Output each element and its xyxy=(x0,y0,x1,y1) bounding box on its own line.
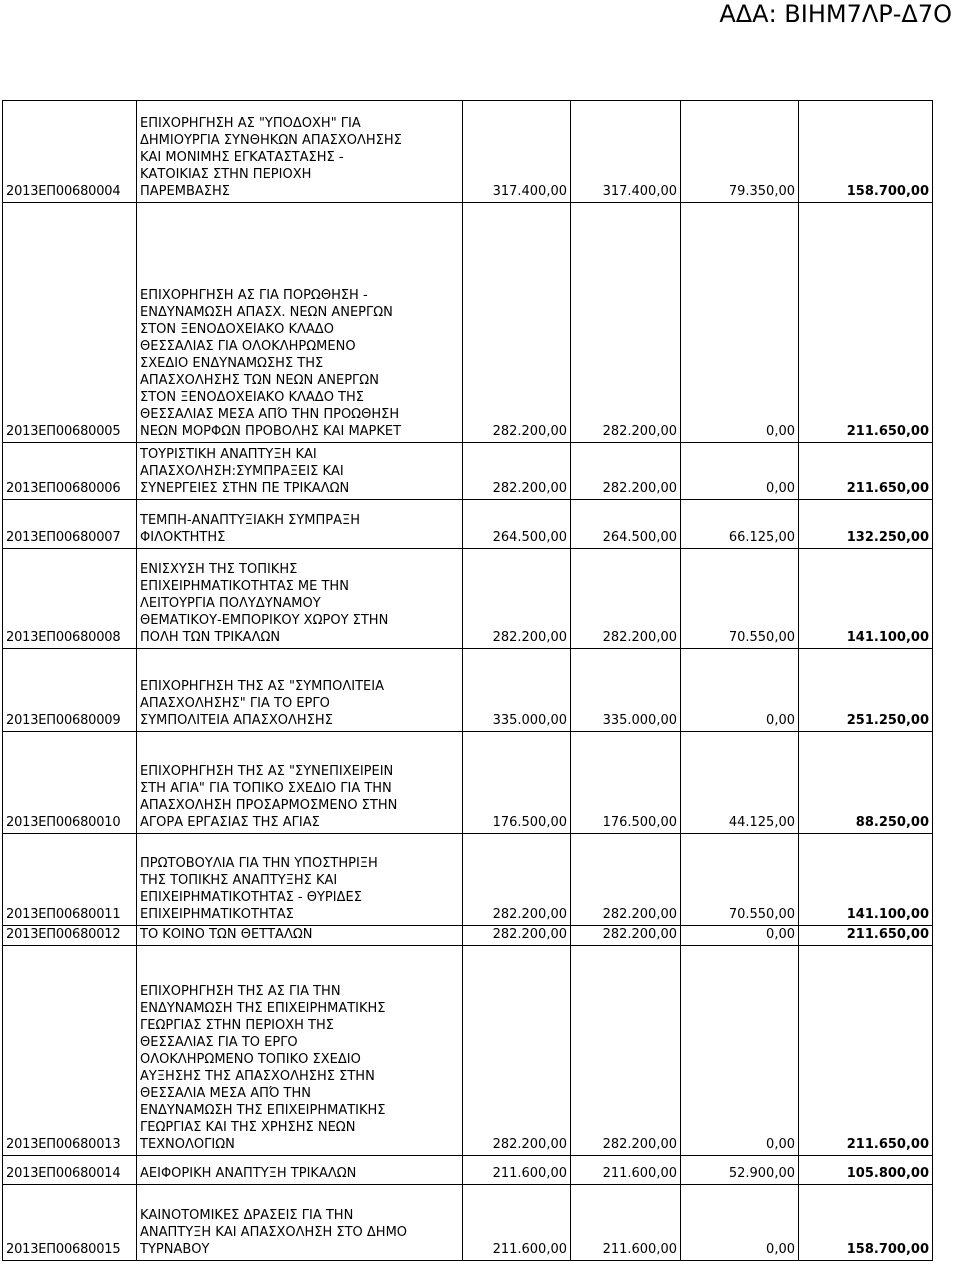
description-line: ΣΤΟΝ ΞΕΝΟΔΟΧΕΙΑΚΟ ΚΛΑΔΟ ΤΗΣ xyxy=(140,390,364,405)
description-line: ΑΠΑΣΧΟΛΗΣΗΣ" ΓΙΑ ΤΟ ΕΡΓΟ xyxy=(140,696,330,711)
description-line: ΣΧΕΔΙΟ ΕΝΔΥΝΑΜΩΣΗΣ ΤΗΣ xyxy=(140,356,324,371)
description-line: ΚΑΙΝΟΤΟΜΙΚΕΣ ΔΡΑΣΕΙΣ ΓΙΑ ΤΗΝ xyxy=(140,1208,354,1223)
description-line: ΑΠΑΣΧΟΛΗΣΗ ΠΡΟΣΑΡΜΟΣΜΕΝΟ ΣΤΗΝ xyxy=(140,798,398,813)
approved-amount-cell: 282.200,00 xyxy=(571,834,681,926)
description-line: ΓΕΩΡΓΙΑΣ ΚΑΙ ΤΗΣ ΧΡΗΣΗΣ ΝΕΩΝ xyxy=(140,1120,356,1135)
description-line: ΑΝΑΠΤΥΞΗ ΚΑΙ ΑΠΑΣΧΟΛΗΣΗ ΣΤΟ ΔΗΜΟ xyxy=(140,1225,408,1240)
description-line: ΤΥΡΝΑΒΟΥ xyxy=(140,1242,210,1257)
project-code-cell: 2013ΕΠ00680011 xyxy=(3,834,137,926)
budget-amount-cell: 317.400,00 xyxy=(463,101,571,203)
description-line: ΠΑΡΕΜΒΑΣΗΣ xyxy=(140,184,230,199)
project-description-cell xyxy=(137,101,463,203)
description-line: ΕΠΙΧΟΡΗΓΗΣΗ ΤΗΣ ΑΣ "ΣΥΜΠΟΛΙΤΕΙΑ xyxy=(140,679,384,694)
project-code-cell: 2013ΕΠ00680009 xyxy=(3,649,137,732)
approved-amount-cell: 211.600,00 xyxy=(571,1185,681,1261)
paid-amount-cell: 70.550,00 xyxy=(681,549,799,649)
total-amount-cell: 105.800,00 xyxy=(799,1156,933,1185)
approved-amount-cell: 176.500,00 xyxy=(571,732,681,834)
total-amount-cell: 141.100,00 xyxy=(799,549,933,649)
description-line: ΛΕΙΤΟΥΡΓΙΑ ΠΟΛΥΔΥΝΑΜΟΥ xyxy=(140,596,321,611)
description-line: ΠΡΩΤΟΒΟΥΛΙΑ ΓΙΑ ΤΗΝ ΥΠΟΣΤΗΡΙΞΗ xyxy=(140,856,378,871)
description-line: ΣΥΝΕΡΓΕΙΕΣ ΣΤΗΝ ΠΕ ΤΡΙΚΑΛΩΝ xyxy=(140,481,350,496)
project-description-cell xyxy=(137,834,463,926)
total-amount-cell: 211.650,00 xyxy=(799,443,933,500)
project-code-cell: 2013ΕΠ00680012 xyxy=(3,926,137,946)
project-description-cell xyxy=(137,549,463,649)
budget-amount-cell: 264.500,00 xyxy=(463,500,571,549)
description-line: ΚΑΙ ΜΟΝΙΜΗΣ ΕΓΚΑΤΑΣΤΑΣΗΣ - xyxy=(140,150,344,165)
description-line: ΚΑΤΟΙΚΙΑΣ ΣΤΗΝ ΠΕΡΙΟΧΗ xyxy=(140,167,312,182)
description-line: ΤΕΧΝΟΛΟΓΙΩΝ xyxy=(140,1137,235,1152)
total-amount-cell: 158.700,00 xyxy=(799,101,933,203)
budget-amount-cell: 282.200,00 xyxy=(463,946,571,1156)
approved-amount-cell: 211.600,00 xyxy=(571,1156,681,1185)
paid-amount-cell: 44.125,00 xyxy=(681,732,799,834)
table-row xyxy=(3,926,933,946)
project-description-cell xyxy=(137,203,463,443)
description-line: ΤΗΣ ΤΟΠΙΚΗΣ ΑΝΑΠΤΥΞΗΣ ΚΑΙ xyxy=(140,873,338,888)
table-row xyxy=(3,101,933,203)
paid-amount-cell: 0,00 xyxy=(681,443,799,500)
project-description-cell xyxy=(137,946,463,1156)
table-row xyxy=(3,1185,933,1261)
paid-amount-cell: 0,00 xyxy=(681,926,799,946)
approved-amount-cell: 317.400,00 xyxy=(571,101,681,203)
project-description-cell xyxy=(137,1185,463,1261)
approved-amount-cell: 282.200,00 xyxy=(571,203,681,443)
description-line: ΘΕΣΣΑΛΙΑ ΜΕΣΑ ΑΠΌ ΤΗΝ xyxy=(140,1086,311,1101)
description-line: ΓΕΩΡΓΙΑΣ ΣΤΗΝ ΠΕΡΙΟΧΗ ΤΗΣ xyxy=(140,1018,334,1033)
project-code-cell: 2013ΕΠ00680005 xyxy=(3,203,137,443)
description-line: ΑΓΟΡΑ ΕΡΓΑΣΙΑΣ ΤΗΣ ΑΓΙΑΣ xyxy=(140,815,320,830)
table-row xyxy=(3,946,933,1156)
project-code-cell: 2013ΕΠ00680007 xyxy=(3,500,137,549)
budget-amount-cell: 282.200,00 xyxy=(463,443,571,500)
description-line: ΕΠΙΧΟΡΗΓΗΣΗ ΤΗΣ ΑΣ ΓΙΑ ΤΗΝ xyxy=(140,984,341,999)
project-description-cell xyxy=(137,926,463,946)
budget-amount-cell: 335.000,00 xyxy=(463,649,571,732)
table-row xyxy=(3,203,933,443)
total-amount-cell: 211.650,00 xyxy=(799,926,933,946)
description-line: ΕΠΙΧΟΡΗΓΗΣΗ ΤΗΣ ΑΣ "ΣΥΝΕΠΙΧΕΙΡΕΙΝ xyxy=(140,764,394,779)
project-code-cell: 2013ΕΠ00680008 xyxy=(3,549,137,649)
projects-table xyxy=(2,100,933,1261)
description-line: ΑΕΙΦΟΡΙΚΗ ΑΝΑΠΤΥΞΗ ΤΡΙΚΑΛΩΝ xyxy=(140,1166,357,1181)
paid-amount-cell: 0,00 xyxy=(681,203,799,443)
paid-amount-cell: 0,00 xyxy=(681,1185,799,1261)
budget-amount-cell: 282.200,00 xyxy=(463,549,571,649)
total-amount-cell: 211.650,00 xyxy=(799,203,933,443)
description-line: ΘΕΣΣΑΛΙΑΣ ΜΕΣΑ ΑΠΌ ΤΗΝ ΠΡΟΩΘΗΣΗ xyxy=(140,407,400,422)
approved-amount-cell: 282.200,00 xyxy=(571,926,681,946)
description-line: ΑΠΑΣΧΟΛΗΣΗ:ΣΥΜΠΡΑΞΕΙΣ ΚΑΙ xyxy=(140,464,344,479)
project-code-cell: 2013ΕΠ00680010 xyxy=(3,732,137,834)
budget-amount-cell: 282.200,00 xyxy=(463,926,571,946)
budget-amount-cell: 176.500,00 xyxy=(463,732,571,834)
description-line: ΑΠΑΣΧΟΛΗΣΗΣ ΤΩΝ ΝΕΩΝ ΑΝΕΡΓΩΝ xyxy=(140,373,379,388)
project-description-cell xyxy=(137,649,463,732)
project-code-cell: 2013ΕΠ00680006 xyxy=(3,443,137,500)
total-amount-cell: 158.700,00 xyxy=(799,1185,933,1261)
total-amount-cell: 132.250,00 xyxy=(799,500,933,549)
project-description-cell xyxy=(137,732,463,834)
description-line: ΣΤΟΝ ΞΕΝΟΔΟΧΕΙΑΚΟ ΚΛΑΔΟ xyxy=(140,322,334,337)
total-amount-cell: 88.250,00 xyxy=(799,732,933,834)
project-description-cell xyxy=(137,443,463,500)
description-line: ΠΟΛΗ ΤΩΝ ΤΡΙΚΑΛΩΝ xyxy=(140,630,281,645)
projects-table-body xyxy=(3,101,933,1261)
description-line: ΤΕΜΠΗ-ΑΝΑΠΤΥΞΙΑΚΗ ΣΥΜΠΡΑΞΗ xyxy=(140,513,361,528)
project-code-cell: 2013ΕΠ00680015 xyxy=(3,1185,137,1261)
description-line: ΣΥΜΠΟΛΙΤΕΙΑ ΑΠΑΣΧΟΛΗΣΗΣ xyxy=(140,713,333,728)
approved-amount-cell: 282.200,00 xyxy=(571,443,681,500)
description-line: ΕΠΙΧΟΡΗΓΗΣΗ ΑΣ "ΥΠΟΔΟΧΗ" ΓΙΑ xyxy=(140,116,361,131)
table-row xyxy=(3,649,933,732)
total-amount-cell: 141.100,00 xyxy=(799,834,933,926)
description-line: ΘΕΜΑΤΙΚΟΥ-ΕΜΠΟΡΙΚΟΥ ΧΩΡΟΥ ΣΤΗΝ xyxy=(140,613,389,628)
description-line: ΔΗΜΙΟΥΡΓΙΑ ΣΥΝΘΗΚΩΝ ΑΠΑΣΧΟΛΗΣΗΣ xyxy=(140,133,402,148)
description-line: ΟΛΟΚΛΗΡΩΜΕΝΟ ΤΟΠΙΚΟ ΣΧΕΔΙΟ xyxy=(140,1052,361,1067)
description-line: ΕΝΔΥΝΑΜΩΣΗ ΤΗΣ ΕΠΙΧΕΙΡΗΜΑΤΙΚΗΣ xyxy=(140,1001,386,1016)
approved-amount-cell: 282.200,00 xyxy=(571,946,681,1156)
table-row xyxy=(3,549,933,649)
description-line: ΘΕΣΣΑΛΙΑΣ ΓΙΑ ΟΛΟΚΛΗΡΩΜΕΝΟ xyxy=(140,339,356,354)
table-row xyxy=(3,443,933,500)
approved-amount-cell: 335.000,00 xyxy=(571,649,681,732)
paid-amount-cell: 52.900,00 xyxy=(681,1156,799,1185)
approved-amount-cell: 282.200,00 xyxy=(571,549,681,649)
paid-amount-cell: 70.550,00 xyxy=(681,834,799,926)
paid-amount-cell: 0,00 xyxy=(681,649,799,732)
table-row xyxy=(3,732,933,834)
description-line: ΕΠΙΧΕΙΡΗΜΑΤΙΚΟΤΗΤΑΣ xyxy=(140,907,294,922)
table-row xyxy=(3,500,933,549)
project-code-cell: 2013ΕΠ00680004 xyxy=(3,101,137,203)
project-code-cell: 2013ΕΠ00680014 xyxy=(3,1156,137,1185)
description-line: ΝΕΩΝ ΜΟΡΦΩΝ ΠΡΟΒΟΛΗΣ ΚΑΙ ΜΑΡΚΕΤ xyxy=(140,424,402,439)
project-description-cell xyxy=(137,500,463,549)
paid-amount-cell: 79.350,00 xyxy=(681,101,799,203)
description-line: ΦΙΛΟΚΤΗΤΗΣ xyxy=(140,530,226,545)
description-line: ΤΟ ΚΟΙΝΟ ΤΩΝ ΘΕΤΤΑΛΩΝ xyxy=(140,927,313,942)
budget-amount-cell: 211.600,00 xyxy=(463,1185,571,1261)
ada-label: ΑΔΑ: ΒΙΗΜ7ΛΡ-Δ7Ο xyxy=(719,0,952,28)
description-line: ΘΕΣΣΑΛΙΑΣ ΓΙΑ ΤΟ ΕΡΓΟ xyxy=(140,1035,298,1050)
description-line: ΕΝΔΥΝΑΜΩΣΗ ΑΠΑΣΧ. ΝΕΩΝ ΑΝΕΡΓΩΝ xyxy=(140,305,393,320)
budget-amount-cell: 282.200,00 xyxy=(463,203,571,443)
description-line: ΕΝΙΣΧΥΣΗ ΤΗΣ ΤΟΠΙΚΗΣ xyxy=(140,562,298,577)
description-line: ΕΠΙΧΟΡΗΓΗΣΗ ΑΣ ΓΙΑ ΠΟΡΩΘΗΣΗ - xyxy=(140,288,368,303)
paid-amount-cell: 66.125,00 xyxy=(681,500,799,549)
description-line: ΣΤΗ ΑΓΙΑ" ΓΙΑ ΤΟΠΙΚΟ ΣΧΕΔΙΟ ΓΙΑ ΤΗΝ xyxy=(140,781,392,796)
project-code-cell: 2013ΕΠ00680013 xyxy=(3,946,137,1156)
total-amount-cell: 211.650,00 xyxy=(799,946,933,1156)
description-line: ΕΠΙΧΕΙΡΗΜΑΤΙΚΟΤΗΤΑΣ - ΘΥΡΙΔΕΣ xyxy=(140,890,362,905)
budget-amount-cell: 211.600,00 xyxy=(463,1156,571,1185)
paid-amount-cell: 0,00 xyxy=(681,946,799,1156)
budget-amount-cell: 282.200,00 xyxy=(463,834,571,926)
project-description-cell xyxy=(137,1156,463,1185)
approved-amount-cell: 264.500,00 xyxy=(571,500,681,549)
table-row xyxy=(3,834,933,926)
table-row xyxy=(3,1156,933,1185)
total-amount-cell: 251.250,00 xyxy=(799,649,933,732)
description-line: ΕΠΙΧΕΙΡΗΜΑΤΙΚΟΤΗΤΑΣ ΜΕ ΤΗΝ xyxy=(140,579,349,594)
description-line: ΑΥΞΗΣΗΣ ΤΗΣ ΑΠΑΣΧΟΛΗΣΗΣ ΣΤΗΝ xyxy=(140,1069,375,1084)
description-line: ΤΟΥΡΙΣΤΙΚΗ ΑΝΑΠΤΥΞΗ ΚΑΙ xyxy=(140,447,317,462)
description-line: ΕΝΔΥΝΑΜΩΣΗ ΤΗΣ ΕΠΙΧΕΙΡΗΜΑΤΙΚΗΣ xyxy=(140,1103,386,1118)
